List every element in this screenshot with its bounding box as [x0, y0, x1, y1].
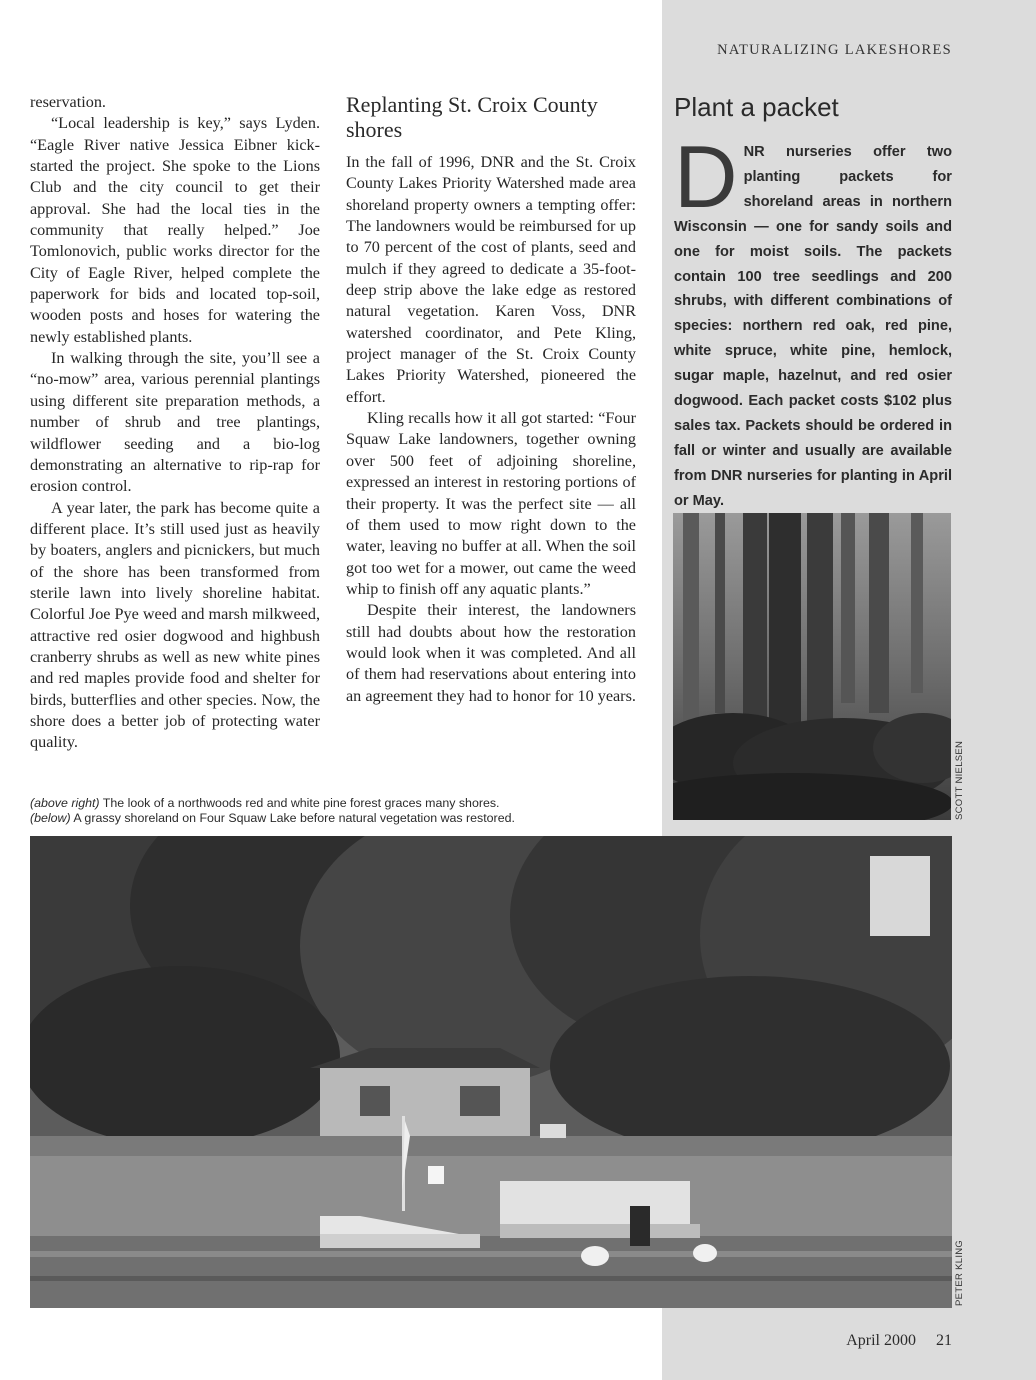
paragraph: Despite their interest, the landowners still had doubts about how the restoration would look when it was completed. And all of them had reservations about entering into an agreement they had to honor for 10 years. — [346, 601, 636, 705]
paragraph: Kling recalls how it all got started: “Four Squaw Lake landowners, together owning over 500 feet of adjoining shoreline, expressed an interest in restoring portions of their property. It was the perfect site — all of them used to mow right down to the water, leaving no buffer at all. When the soil got too wet for a mower, out came the weed whip to finish off any aquatic plants.” — [346, 409, 636, 598]
sidebar-text: NR nurseries offer two planting packets for shoreland areas in northern Wisconsin — one for sandy soils and one for moist soils. The packets contain 100 tree seedlings and 200 shrubs, with different combinations of species: northern red oak, red pine, white spruce, white pine, hemlock, sugar maple, hazelnut, and red osier dogwood. Each packet costs $102 plus sales tax. Packets should be ordered in fall or winter and usually are available from DNR nurseries for planting in April or May. — [674, 144, 952, 509]
caption-line-below — [30, 811, 650, 826]
caption-label: (below) — [30, 811, 71, 825]
caption-line-above — [30, 796, 650, 811]
article-column-1 — [30, 92, 320, 754]
paragraph: A year later, the park has become quite a different place. It’s still used just as heavily by boaters, anglers and picnickers, but much of the shore has been transformed from sterile lawn into lively shoreline habitat. Colorful Joe Pye weed and marsh milkweed, attractive red osier dogwood and highbush cranberry shrubs as well as new white pines and red maples provide food and shelter for birds, butterflies and other species. Now, the shore does a better job of protecting water quality. — [30, 498, 320, 752]
drop-cap: D — [674, 127, 738, 226]
paragraph: reservation. — [30, 93, 106, 111]
paragraph: In the fall of 1996, DNR and the St. Croix County Lakes Priority Watershed made area shoreland property owners a tempting offer: The landowners would be reimbursed for up to 70 percent of the cost of plants, seed and mulch if they agreed to dedicate a 35-foot-deep strip above the lake edge as restored natural vegetation. Karen Voss, DNR watershed coordinator, and Pete Kling, project manager of the St. Croix County Lakes Priority Watershed, pioneered the effort. — [346, 153, 636, 406]
photo-caption — [30, 796, 650, 826]
section-heading: Replanting St. Croix County shores — [346, 92, 598, 142]
caption-text: A grassy shoreland on Four Squaw Lake before natural vegetation was restored. — [73, 811, 515, 825]
photo-credit: PETER KLING — [954, 1239, 965, 1306]
paragraph: In walking through the site, you’ll see a “no-mow” area, various perennial plantings using different site preparation methods, a number of shrub and tree plantings, wildflower seeding and a bio-log demonstrating an alternative to rip-rap for erosion control. — [30, 349, 320, 496]
article-column-2 — [346, 92, 636, 707]
running-head: NATURALIZING LAKESHORES — [717, 42, 952, 58]
sidebar-title: Plant a packet — [674, 92, 839, 122]
issue-date: April 2000 — [846, 1332, 916, 1349]
paragraph: “Local leadership is key,” says Lyden. “Eagle River native Jessica Eibner kick-started the project. She spoke to the Lions Club and the city council to get their approval. She had the local ties in the community that really helped.” Joe Tomlonovich, public works director for the City of Eagle River, helped complete the paperwork for bids and located top-soil, wooden posts and hoses for watering the newly established plants. — [30, 114, 320, 346]
caption-text: The look of a northwoods red and white pine forest graces many shores. — [102, 796, 500, 810]
page-footer — [780, 1332, 952, 1350]
forest-photo — [673, 513, 951, 820]
caption-label: (above right) — [30, 796, 100, 810]
photo-credit: SCOTT NIELSEN — [954, 740, 965, 820]
page-number: 21 — [936, 1332, 952, 1349]
lake-photo — [30, 836, 952, 1308]
sidebar-body — [674, 127, 952, 514]
